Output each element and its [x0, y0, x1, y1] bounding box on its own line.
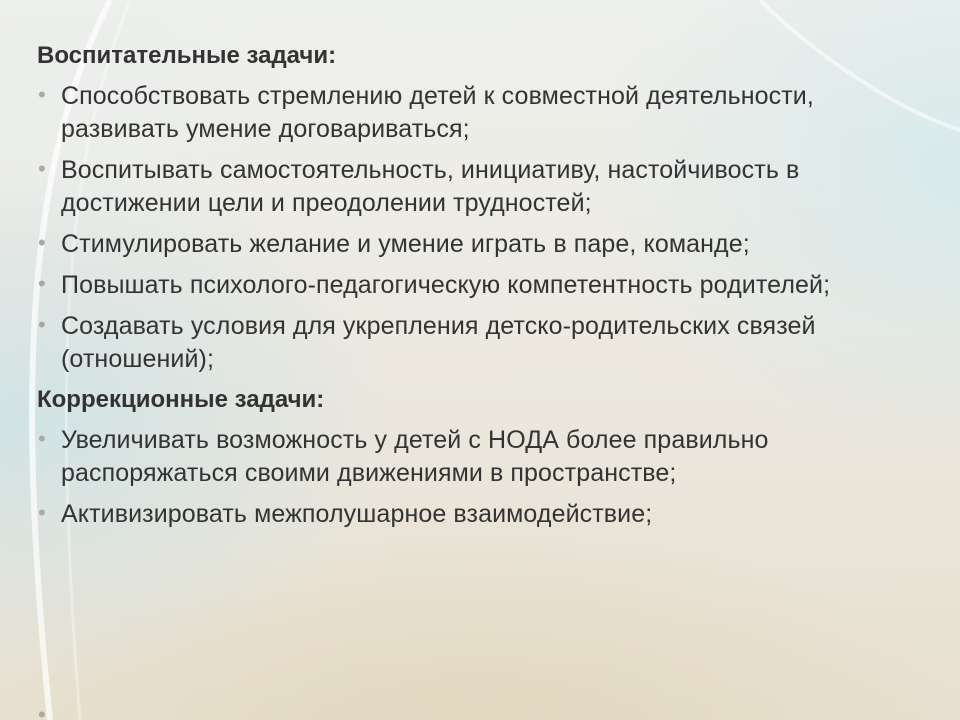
list-item-text: Способствовать стремлению детей к совместной деятельности, развивать умение договариваться;: [61, 82, 814, 143]
slide-content: [37, 40, 927, 531]
bullet-icon: •: [38, 230, 46, 255]
list-item: [37, 498, 927, 531]
list-item: [37, 424, 927, 490]
list-item-text: Создавать условия для укрепления детско-родительских связей (отношений);: [61, 312, 816, 373]
list-item: [37, 269, 927, 302]
bullet-icon: •: [38, 82, 46, 107]
list-item-text: Активизировать межполушарное взаимодействие;: [61, 500, 653, 528]
list-item: [37, 310, 927, 376]
bullet-icon: •: [38, 271, 46, 296]
list-item: [37, 80, 927, 146]
bullet-icon: •: [38, 156, 46, 181]
bullet-icon: •: [38, 500, 46, 525]
correctional-tasks-list: [37, 424, 927, 531]
list-item: [37, 228, 927, 261]
list-item-text: Увеличивать возможность у детей с НОДА более правильно распоряжаться своими движениями в пространстве;: [61, 426, 769, 487]
list-item-text: Стимулировать желание и умение играть в паре, команде;: [61, 230, 750, 258]
bullet-icon: •: [38, 312, 46, 337]
list-item-text: Повышать психолого-педагогическую компетентность родителей;: [61, 271, 831, 299]
list-item-text: Воспитывать самостоятельность, инициативу, настойчивость в достижении цели и преодолении трудностей;: [61, 156, 800, 217]
list-item: [37, 154, 927, 220]
bullet-icon: •: [38, 702, 46, 720]
educational-tasks-list: [37, 80, 927, 376]
bullet-icon: •: [38, 426, 46, 451]
heading-correctional-tasks: Коррекционные задачи:: [37, 386, 325, 413]
heading-educational-tasks: Воспитательные задачи:: [37, 42, 337, 69]
